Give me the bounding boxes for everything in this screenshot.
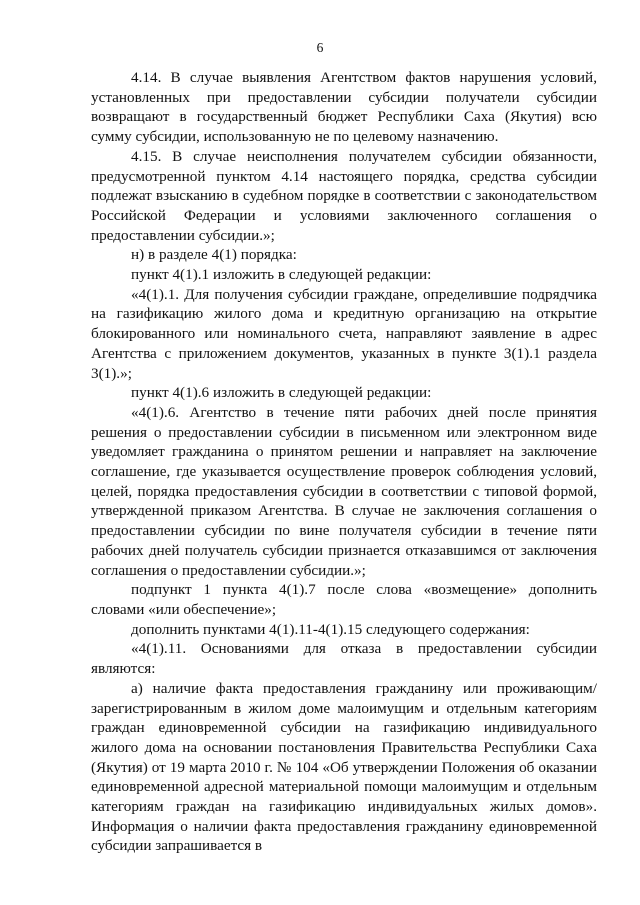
paragraph-subpoint-4-1-7: подпункт 1 пункта 4(1).7 после слова «возмещение» дополнить словами «или обеспечение»;: [91, 581, 597, 618]
document-body: [91, 68, 597, 856]
paragraph-point-4-1-6-intro: пункт 4(1).6 изложить в следующей редакции:: [131, 384, 432, 402]
paragraph-4-14: 4.14. В случае выявления Агентством фактов нарушения условий, установленных при предоставлении субсидии получатели субсидии возвращают в государственный бюджет Республики Саха (Якутия) всю сумму субсидии, использованную не по целевому назначению.: [91, 69, 597, 146]
paragraph-section-4-1-heading: н) в разделе 4(1) порядка:: [131, 246, 297, 264]
paragraph-4-15: 4.15. В случае неисполнения получателем субсидии обязанности, предусмотренной пунктом 4.14 настоящего порядка, средства субсидии подлежат взысканию в судебном порядке в соответствии с законодательством Российской Федерации и условиями заключенного соглашения о предоставлении субсидии.»;: [91, 147, 597, 244]
paragraph-point-4-1-1-intro: пункт 4(1).1 изложить в следующей редакции:: [131, 266, 432, 284]
paragraph-4-1-11: «4(1).11. Основаниями для отказа в предоставлении субсидии являются:: [91, 640, 597, 678]
paragraph-item-a: а) наличие факта предоставления гражданину или проживающим/зарегистрированным в жилом доме малоимущим и отдельным категориям граждан единовременной субсидии на газификацию индивидуального жилого дома на основании постановления Правительства Республики Саха (Якутия) от 19 марта 2010 г. № 104 «Об утверждении Положения об оказании единовременной адресной материальной помощи малоимущим и отдельным категориям граждан на газификацию индивидуальных жилых домов». Информация о наличии факта предоставления гражданину единовременной субсидии запрашивается в: [91, 679, 597, 855]
paragraph-4-1-1: «4(1).1. Для получения субсидии граждане, определившие подрядчика на газификацию жилого дома и кредитную организацию на открытие блокированного или номинального счета, направляют заявление в адрес Агентства с приложением документов, указанных в пункте 3(1).1 раздела 3(1).»;: [91, 285, 597, 382]
paragraph-add-points-intro: дополнить пунктами 4(1).11-4(1).15 следующего содержания:: [131, 620, 530, 638]
paragraph-4-1-6: «4(1).6. Агентство в течение пяти рабочих дней после принятия решения о предоставлении субсидии в письменном или электронном виде уведомляет гражданина о принятом решении и направляет на заключение соглашение, где указывается осуществление проверок соблюдения условий, целей, порядка предоставления субсидии в соответствии с типовой формой, утвержденной приказом Агентства. В случае не заключения соглашения о предоставлении субсидии по вине получателя субсидии в течение пяти рабочих дней получатель субсидии признается отказавшимся от заключения соглашения о предоставлении субсидии.»;: [91, 403, 597, 579]
page-number: 6: [316, 40, 324, 55]
